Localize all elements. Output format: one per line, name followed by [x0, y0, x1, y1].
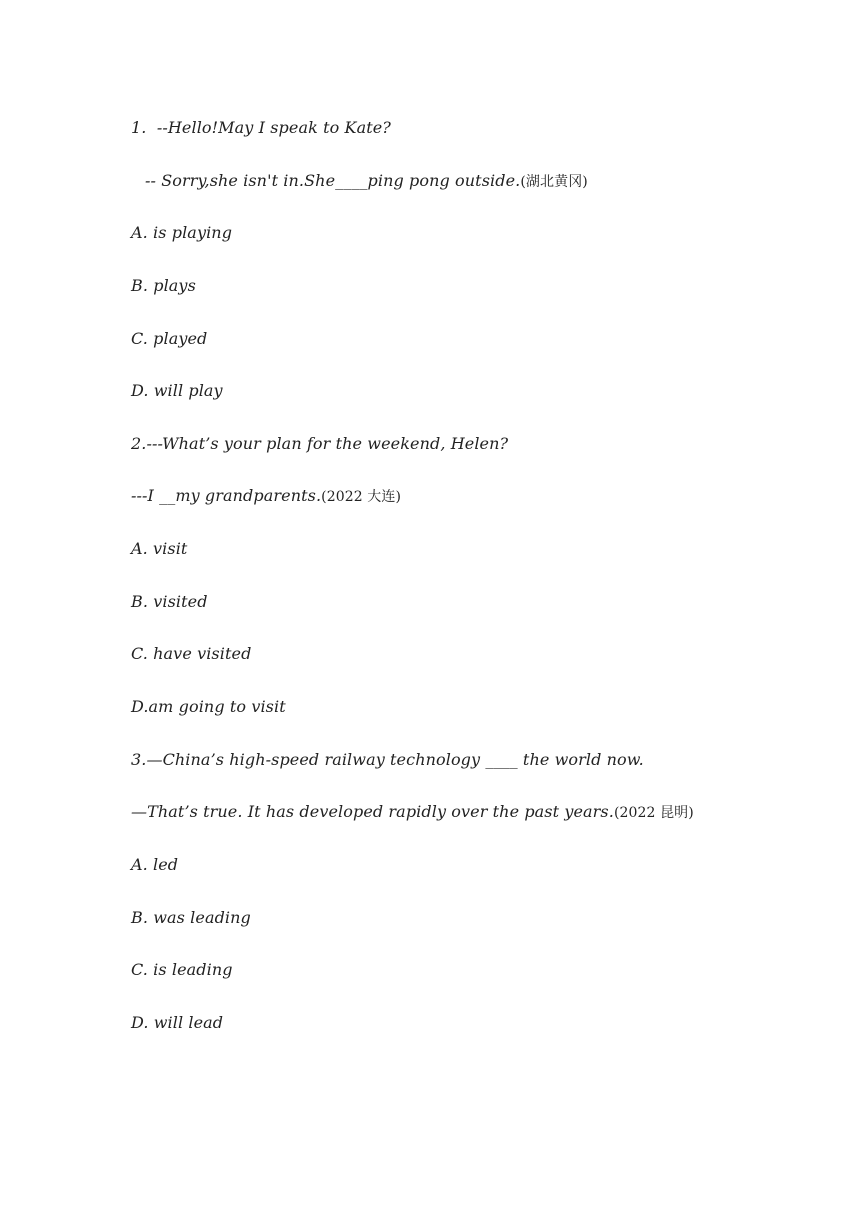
question-3-option-a: A. led [131, 854, 179, 874]
question-2-option-c: C. have visited [131, 644, 252, 664]
question-3-reply-text: —That’s true. It has developed rapidly over the past years. [131, 802, 614, 822]
question-1-option-d: D. will play [131, 381, 223, 401]
question-1-stem: 1. --Hello!May I speak to Kate? [131, 118, 391, 137]
question-3-source: (2022 昆明) [613, 805, 694, 822]
question-2-option-a: A. visit [131, 539, 188, 559]
question-list [131, 115, 831, 1063]
question-1-reply [131, 168, 831, 221]
question-3-option-c: C. is leading [131, 960, 233, 980]
question-3-stem: 3.—China’s high-speed railway technology ____ the world now. [131, 749, 644, 769]
question-1-source: (湖北黄冈) [520, 173, 588, 190]
question-3-option-d: D. will lead [131, 1012, 224, 1032]
question-2-option-b: B. visited [131, 591, 208, 611]
question-2-reply-text: ---I __my grandparents. [131, 486, 322, 506]
question-1-option-c: C. played [131, 328, 208, 348]
question-3-option-b: B. was leading [131, 907, 251, 927]
question-1-option-a: A. is playing [131, 223, 233, 243]
question-1-option-b: B. plays [131, 275, 196, 295]
question-1-reply-text: -- Sorry,she isn't in.She____ping pong outside. [145, 170, 521, 190]
question-2-reply [131, 483, 831, 536]
question-2-source: (2022 大连) [321, 489, 402, 506]
question-3-reply [131, 799, 831, 852]
question-2-stem: 2.---What’s your plan for the weekend, Helen? [131, 433, 509, 453]
question-2-option-d: D.am going to visit [131, 697, 286, 717]
